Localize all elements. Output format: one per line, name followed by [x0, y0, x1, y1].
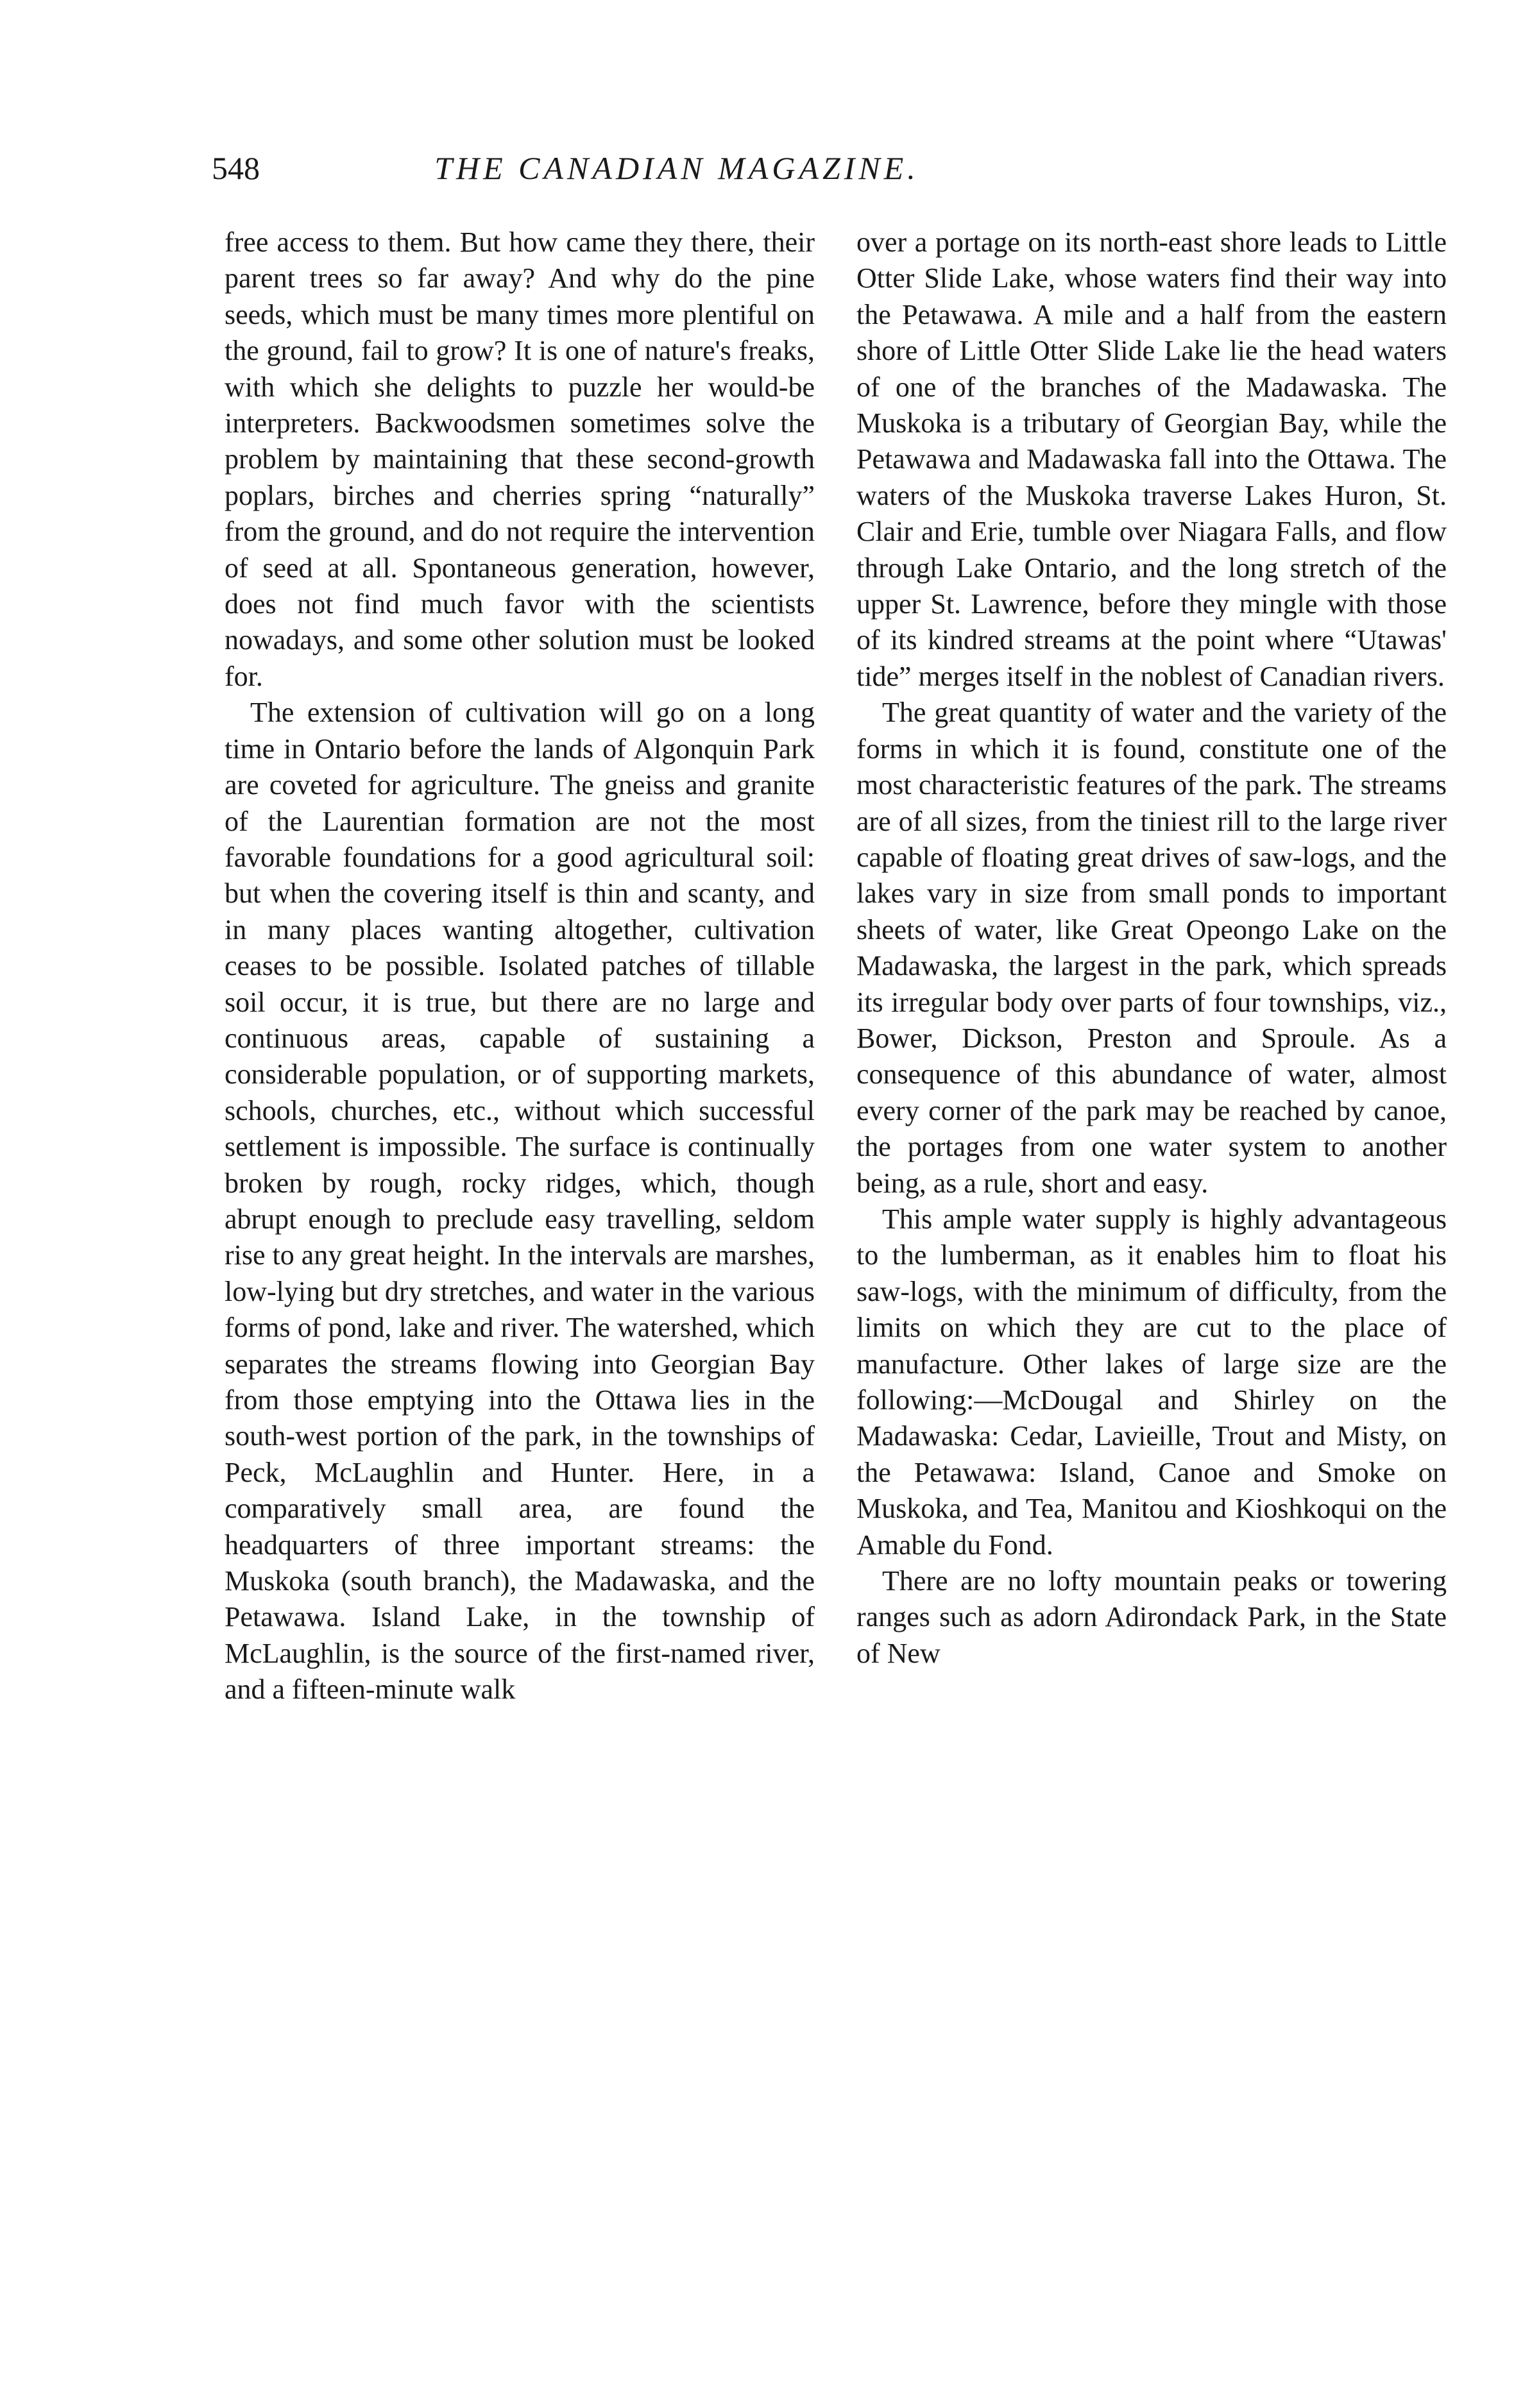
- paragraph: free access to them. But how came they there, their parent trees so far away? And why do the pine seeds, which must be many times more plentiful on the ground, fail to grow? It is one of nature's freaks, with which she delights to puzzle her would-be interpreters. Backwoodsmen sometimes solve the problem by maintaining that these second-growth poplars, birches and cherries spring “naturally” from the ground, and do not require the intervention of seed at all. Spontaneous generation, however, does not find much favor with the scientists nowadays, and some other solution must be looked for.: [225, 226, 815, 692]
- paragraph: The extension of cultivation will go on a long time in Ontario before the lands of Algonquin Park are coveted for agriculture. The gneiss and granite of the Laurentian formation are not the most favorable foundations for a good agricultural soil: but when the covering itself is thin and scanty, and in many places wanting altogether, cultivation ceases to be possible. Isolated patches of tillable soil occur, it is true, but there are no large and continuous areas, capable of sustaining a considerable population, or of supporting markets, schools, churches, etc., without which successful settlement is impossible. The surface is continually broken by rough, rocky ridges, which, though abrupt enough to preclude easy travelling, seldom rise to any great height. In the intervals are marshes, low-lying but dry stretches, and water in the various forms of pond, lake and river. The watershed, which separates the streams flowing into Georgian Bay from those emptying into the Ottawa lies in the south-west portion of the park, in the townships of Peck, McLaughlin and Hunter. Here, in a comparatively small area, are found the headquarters of three important streams: the Muskoka (south branch), the Madawaska, and the Petawawa. Island Lake, in the township of McLaughlin, is the source of the first-named river, and a fifteen-minute walk: [225, 697, 815, 1706]
- running-title: THE CANADIAN MAGAZINE.: [434, 150, 919, 186]
- page-header: [212, 148, 1142, 199]
- paragraph: This ample water supply is highly advantageous to the lumberman, as it enables him to float his saw-logs, with the minimum of difficulty, from the limits on which they are cut to the place of manufacture. Other lakes of large size are the following:—McDougal and Shirley on the Madawaska: Cedar, Lavieille, Trout and Misty, on the Petawawa: Island, Canoe and Smoke on Muskoka, and Tea, Manitou and Kioshkoqui on the Amable du Fond.: [856, 1203, 1447, 1561]
- left-column: [225, 225, 815, 2341]
- paragraph: over a portage on its north-east shore leads to Little Otter Slide Lake, whose waters find their way into the Petawawa. A mile and a half from the eastern shore of Little Otter Slide Lake lie the head waters of one of the branches of the Madawaska. The Muskoka is a tributary of Georgian Bay, while the Petawawa and Madawaska fall into the Ottawa. The waters of the Muskoka traverse Lakes Huron, St. Clair and Erie, tumble over Niagara Falls, and flow through Lake Ontario, and the long stretch of the upper St. Lawrence, before they mingle with those of its kindred streams at the point where “Utawas' tide” merges itself in the noblest of Canadian rivers.: [856, 226, 1447, 692]
- paragraph: There are no lofty mountain peaks or towering ranges such as adorn Adirondack Park, in the State of New: [856, 1565, 1447, 1669]
- page-number: 548: [212, 150, 260, 186]
- right-column: [856, 225, 1447, 2341]
- paragraph: The great quantity of water and the variety of the forms in which it is found, constitute one of the most characteristic features of the park. The streams are of all sizes, from the tiniest rill to the large river capable of floating great drives of saw-logs, and the lakes vary in size from small ponds to important sheets of water, like Great Opeongo Lake on the Madawaska, the largest in the park, which spreads its irregular body over parts of four townships, viz., Bower, Dickson, Preston and Sproule. As a consequence of this abundance of water, almost every corner of the park may be reached by canoe, the portages from one water system to another being, as a rule, short and easy.: [856, 697, 1447, 1199]
